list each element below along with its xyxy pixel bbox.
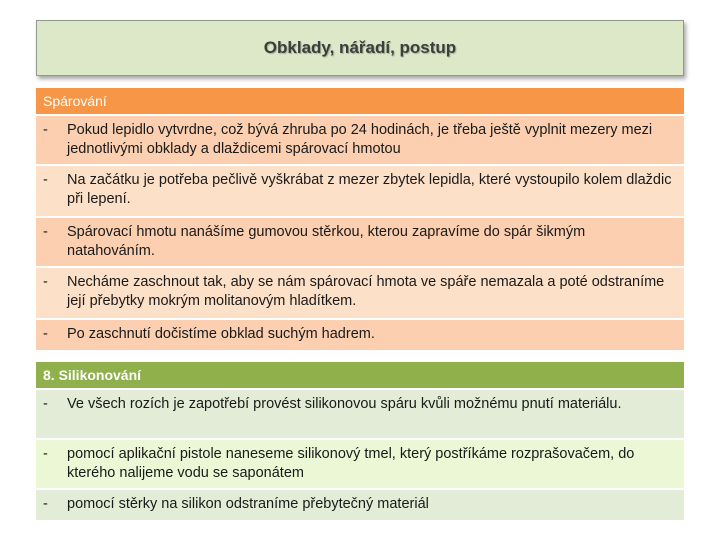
list-item: [36, 166, 684, 218]
item-text: Spárovací hmotu nanášíme gumovou stěrkou, kterou zapravíme do spár šikmým natahováním.: [67, 224, 586, 259]
bullet-dash: -: [43, 396, 48, 412]
list-item: [36, 440, 684, 490]
list-item: [36, 320, 684, 352]
section-header: 8. Silikonování: [36, 362, 684, 390]
bullet-dash: -: [43, 122, 48, 138]
item-text: Necháme zaschnout tak, aby se nám spárovací hmota ve spáře nemazala a poté odstraníme její přebytky mokrým molitanovým hladítkem.: [67, 274, 665, 309]
item-text: pomocí aplikační pistole naneseme silikonový tmel, který postříkáme rozprašovačem, do kterého nalijeme vodu se saponátem: [67, 446, 635, 481]
item-text: Na začátku je potřeba pečlivě vyškrábat z mezer zbytek lepidla, které vystoupilo kolem dlaždic při lepení.: [67, 172, 672, 207]
item-text: Po zaschnutí dočistíme obklad suchým hadrem.: [67, 326, 375, 342]
bullet-dash: -: [43, 274, 48, 290]
list-item: [36, 390, 684, 440]
bullet-dash: -: [43, 172, 48, 188]
section-header: Spárování: [36, 88, 684, 116]
list-item: [36, 490, 684, 522]
bullet-dash: -: [43, 224, 48, 240]
bullet-dash: -: [43, 446, 48, 462]
list-item: [36, 218, 684, 268]
item-text: Ve všech rozích je zapotřebí provést silikonovou spáru kvůli možnému pnutí materiálu.: [67, 396, 622, 412]
section-silikonovani-table: [36, 362, 684, 522]
section-sparovani-table: [36, 88, 684, 352]
item-text: pomocí stěrky na silikon odstraníme přebytečný materiál: [67, 496, 429, 512]
item-text: Pokud lepidlo vytvrdne, což bývá zhruba po 24 hodinách, je třeba ještě vyplnit mezery mezi jednotlivými obklady a dlaždicemi spárovací hmotou: [67, 122, 653, 157]
list-item: [36, 116, 684, 166]
bullet-dash: -: [43, 496, 48, 512]
list-item: [36, 268, 684, 320]
title-box: [36, 20, 684, 76]
bullet-dash: -: [43, 326, 48, 342]
slide-title: Obklady, nářadí, postup: [263, 38, 457, 57]
